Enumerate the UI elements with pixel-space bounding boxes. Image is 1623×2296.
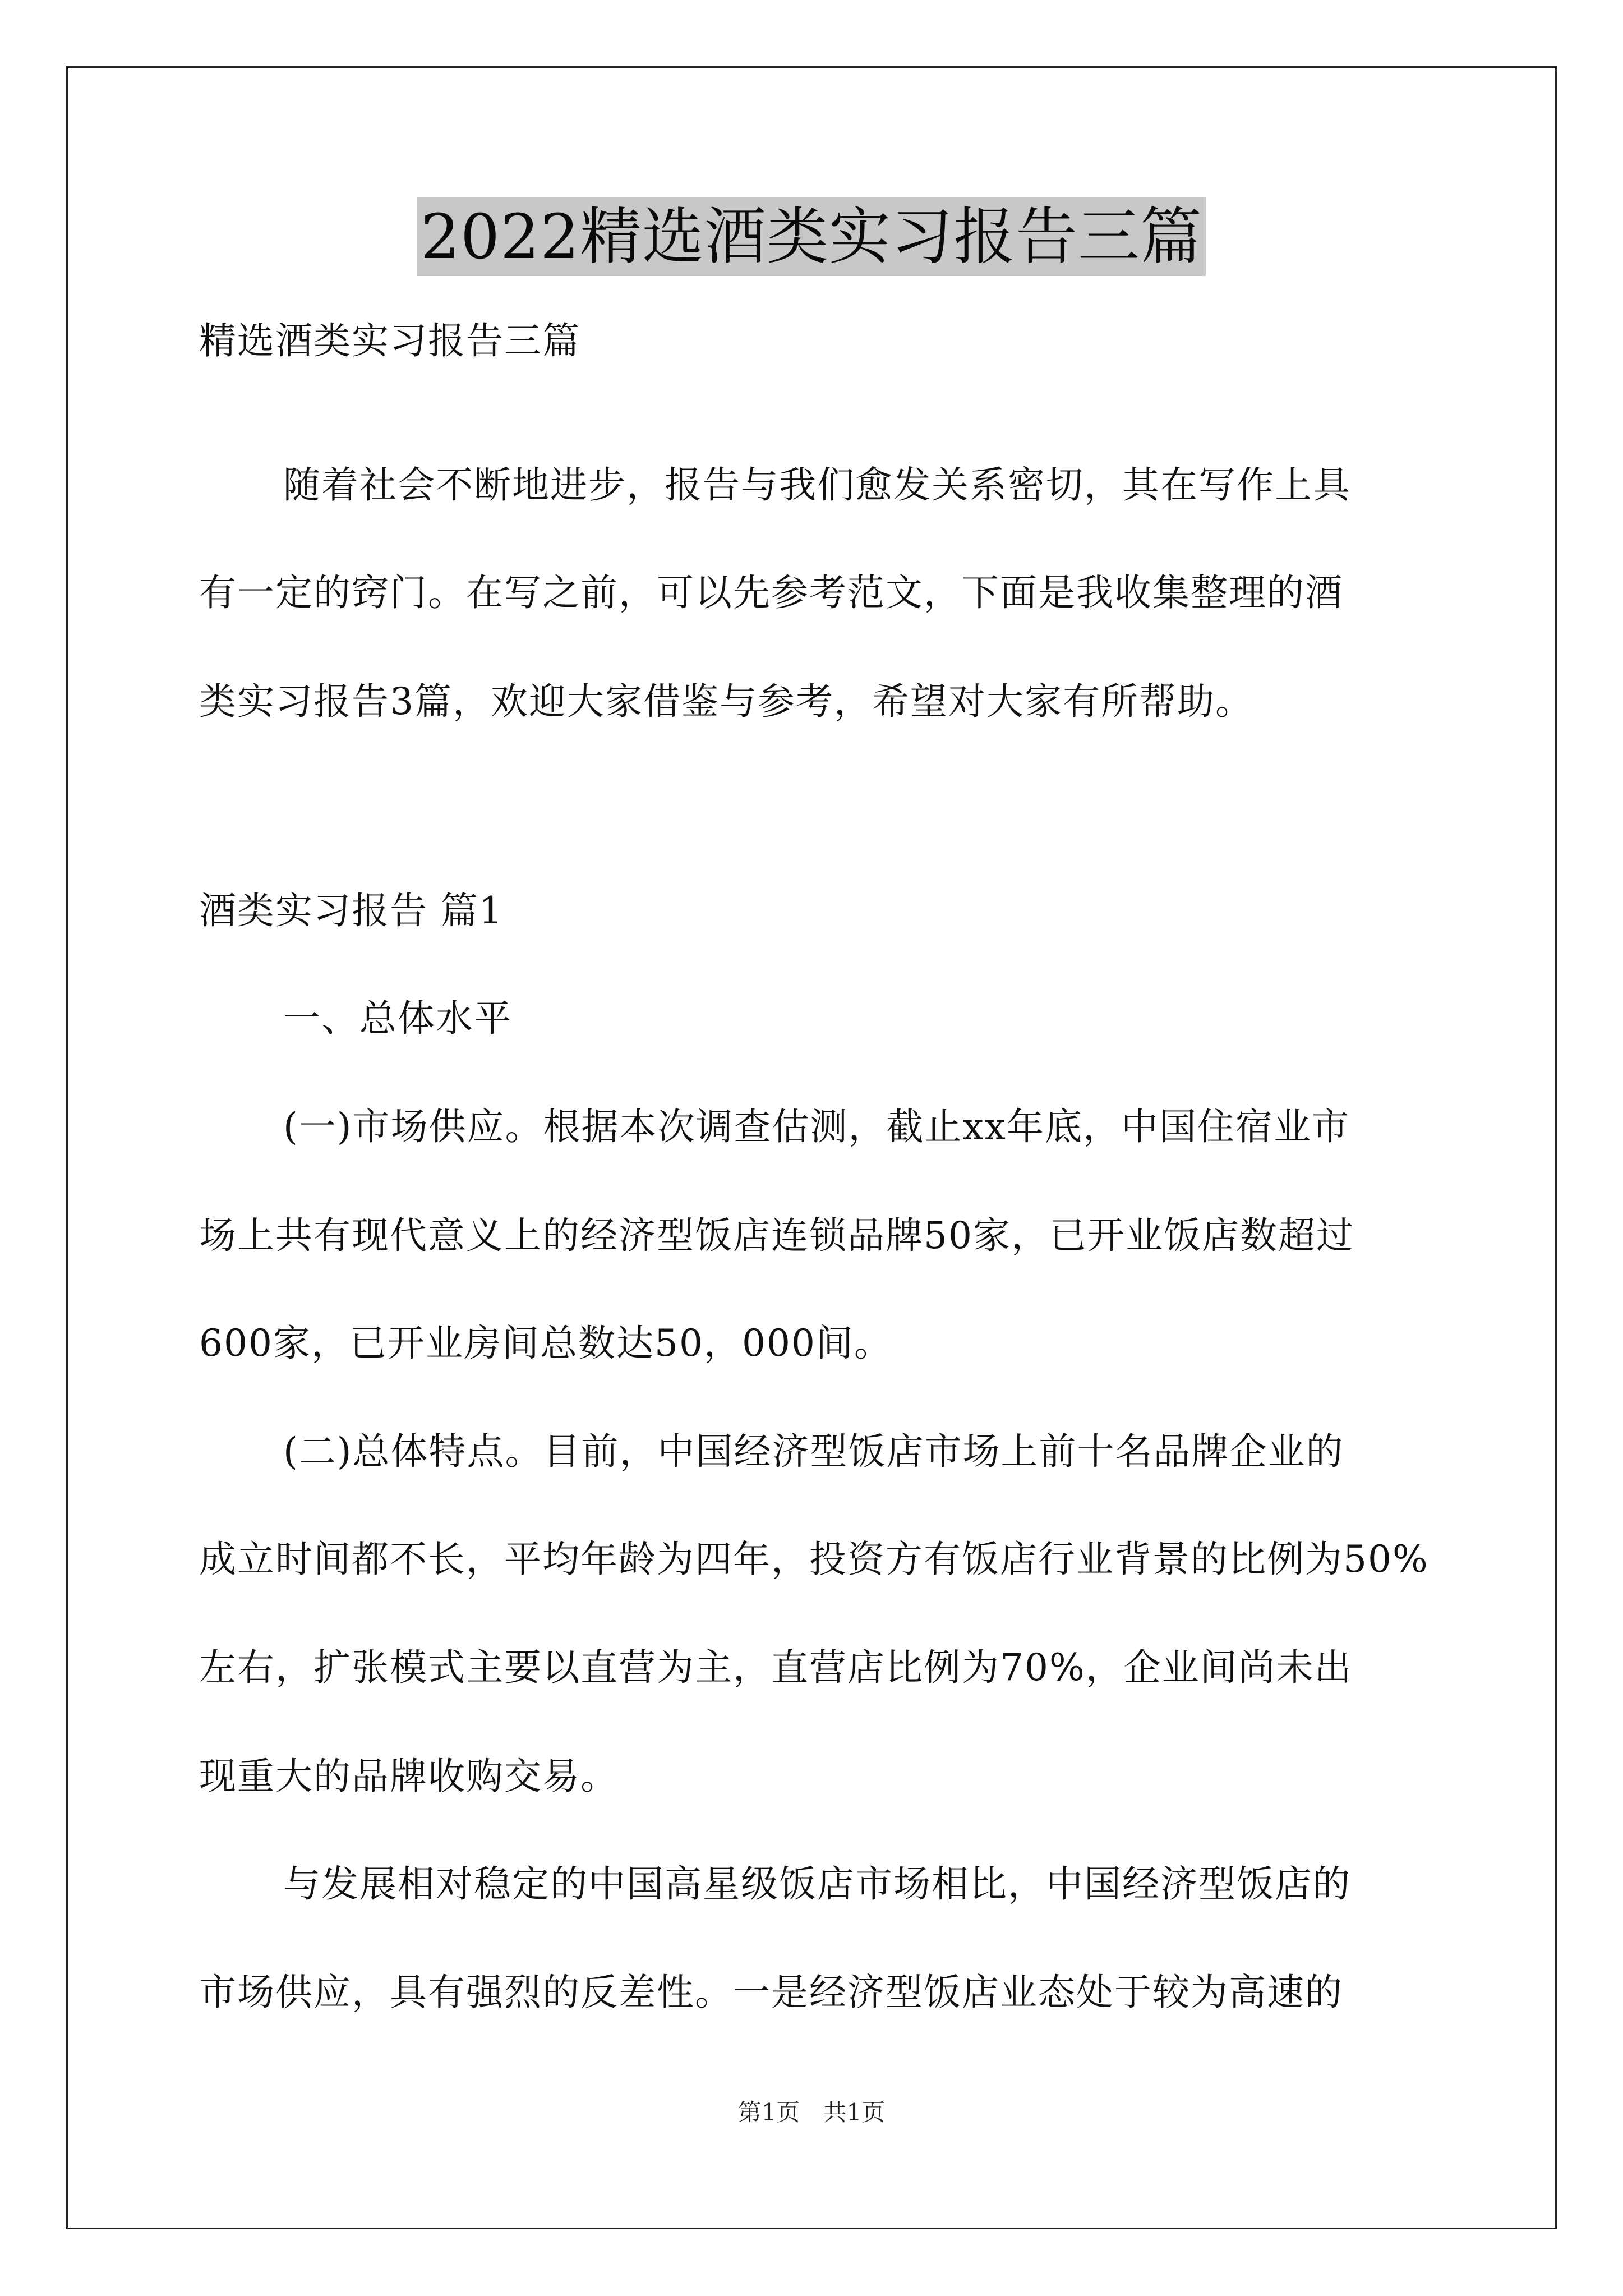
paragraph-line: 600家，已开业房间总数达50，000间。	[199, 1322, 892, 1365]
paragraph-line: 随着社会不断地进步，报告与我们愈发关系密切，其在写作上具	[283, 463, 1351, 507]
page-number: 第1页	[737, 2099, 800, 2126]
subsection-heading: 一、总体水平	[283, 997, 512, 1040]
paragraph-line: 与发展相对稳定的中国高星级饭店市场相比，中国经济型饭店的	[283, 1862, 1351, 1906]
title-container	[0, 197, 1623, 276]
paragraph-line: 现重大的品牌收购交易。	[199, 1755, 619, 1798]
paragraph-line: 有一定的窍门。在写之前，可以先参考范文，下面是我收集整理的酒	[199, 571, 1343, 614]
section-heading: 酒类实习报告 篇1	[199, 889, 504, 932]
paragraph-line: 场上共有现代意义上的经济型饭店连锁品牌50家，已开业饭店数超过	[199, 1214, 1354, 1257]
page-footer	[0, 2099, 1623, 2127]
paragraph-line: (二)总体特点。目前，中国经济型饭店市场上前十名品牌企业的	[283, 1430, 1344, 1473]
paragraph-line: 左右，扩张模式主要以直营为主，直营店比例为70%，企业间尚未出	[199, 1646, 1353, 1689]
subtitle-line: 精选酒类实习报告三篇	[199, 319, 580, 362]
document-title: 2022精选酒类实习报告三篇	[417, 197, 1206, 276]
paragraph-line: (一)市场供应。根据本次调查估测，截止xx年底，中国住宿业市	[283, 1105, 1350, 1148]
paragraph-line: 成立时间都不长，平均年龄为四年，投资方有饭店行业背景的比例为50%	[199, 1538, 1429, 1581]
paragraph-line: 类实习报告3篇，欢迎大家借鉴与参考，希望对大家有所帮助。	[199, 680, 1253, 723]
paragraph-line: 市场供应，具有强烈的反差性。一是经济型饭店业态处于较为高速的	[199, 1971, 1343, 2014]
page-total: 共1页	[823, 2099, 886, 2126]
